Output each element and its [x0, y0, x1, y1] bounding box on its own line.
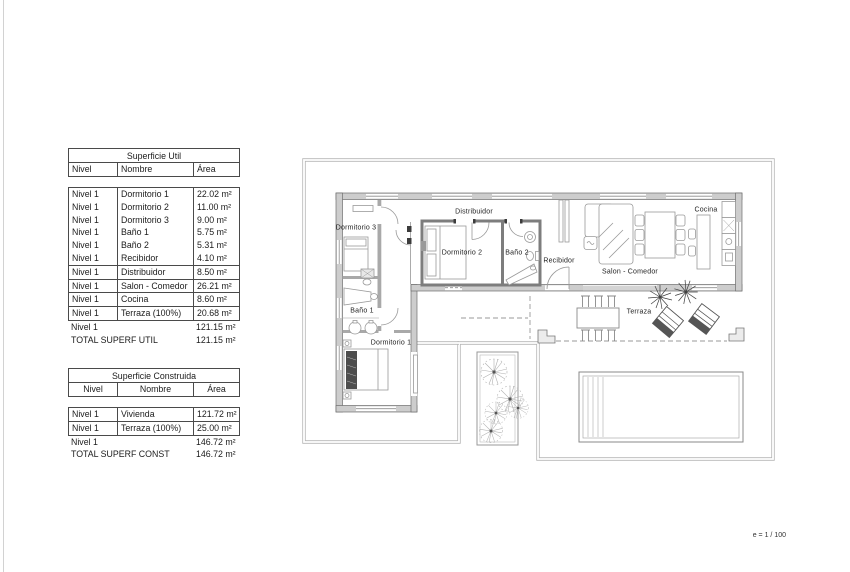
- table-cell: Distribuidor: [117, 266, 193, 279]
- table-cell: Recibidor: [117, 252, 193, 265]
- table-cell: Terraza (100%): [117, 422, 193, 435]
- furniture-dormitorio3: [344, 206, 374, 279]
- total-area: 146.72 m²: [196, 449, 236, 460]
- room-label-salon-comedor: Salon - Comedor: [602, 268, 658, 276]
- table-cell: Nivel 1: [72, 280, 99, 291]
- table-cell: Nivel 1: [72, 214, 99, 225]
- table-cell: Dormitorio 3: [117, 214, 193, 227]
- fixtures-bano2: [506, 232, 539, 286]
- table-cell: Dormitorio 2: [117, 201, 193, 214]
- room-label-terraza: Terraza: [626, 308, 652, 316]
- garden-bed: [477, 352, 528, 445]
- total-area: 121.15 m²: [196, 334, 236, 345]
- column-header: Nombre: [117, 163, 193, 176]
- column-header: Nombre: [117, 383, 193, 396]
- table-cell: Nivel 1: [72, 294, 99, 305]
- total-label: TOTAL SUPERF UTIL: [71, 334, 158, 345]
- subtotal-area: 146.72 m²: [196, 436, 236, 447]
- total-label: TOTAL SUPERF CONST: [71, 449, 170, 460]
- table-cell: 22.02 m²: [193, 188, 239, 201]
- table-cell: 5.31 m²: [193, 239, 239, 252]
- column-header: Área: [193, 383, 239, 396]
- subtotal-level: Nivel 1: [71, 321, 98, 332]
- lounge-chair: [689, 304, 720, 335]
- table-cell: Nivel 1: [72, 252, 99, 263]
- table-cell: Salon - Comedor: [117, 280, 193, 293]
- room-label-dormitorio-2: Dormitorio 2: [441, 249, 483, 257]
- table-cell: Nivel 1: [72, 201, 99, 212]
- table-cell: 121.72 m²: [193, 408, 239, 421]
- furniture-recibidor: [559, 200, 569, 242]
- table-cell: Cocina: [117, 293, 193, 306]
- room-label-dormitorio-1: Dormitorio 1: [370, 339, 412, 347]
- table-cell: Vivienda: [117, 408, 193, 421]
- room-label-cocina: Cocina: [694, 206, 718, 214]
- furniture-salon: [584, 204, 685, 264]
- column-header: Nivel: [83, 384, 103, 394]
- table-cell: Dormitorio 1: [117, 188, 193, 201]
- table-title: Superficie Util: [68, 148, 240, 163]
- table-cell: 20.68 m²: [193, 307, 239, 320]
- table-cell: Baño 2: [117, 239, 193, 252]
- table-cell: Nivel 1: [72, 308, 99, 319]
- pool-steps: [588, 377, 603, 437]
- table-cell: 25.00 m²: [193, 422, 239, 435]
- room-label-recibidor: Recibidor: [543, 257, 575, 265]
- table-cell: 5.75 m²: [193, 226, 239, 239]
- room-label-bano-2: Baño 2: [505, 249, 529, 257]
- subtotal-area: 121.15 m²: [196, 321, 236, 332]
- lounge-chair: [653, 307, 684, 338]
- table-cell: 11.00 m²: [193, 201, 239, 214]
- terrace-plants: [648, 277, 701, 309]
- table-cell: 9.00 m²: [193, 214, 239, 227]
- column-header: Nivel: [72, 164, 92, 174]
- table-cell: Nivel 1: [72, 422, 99, 433]
- table-title: Superficie Construida: [68, 368, 240, 383]
- table-cell: 4.10 m²: [193, 252, 239, 265]
- fixtures-bano1: [343, 279, 380, 334]
- table-cell: Nivel 1: [72, 409, 99, 419]
- table-cell: Nivel 1: [72, 189, 99, 199]
- furniture-dormitorio1: [343, 340, 388, 399]
- subtotal-level: Nivel 1: [71, 436, 98, 447]
- table-cell: 8.50 m²: [193, 266, 239, 279]
- room-label-bano-1: Baño 1: [350, 307, 374, 315]
- room-label-distribuidor: Distribuidor: [455, 208, 493, 216]
- scale-note: e = 1 / 100: [752, 532, 786, 539]
- room-label-dormitorio-3: Dormitorio 3: [335, 224, 377, 232]
- column-header: Área: [193, 163, 239, 176]
- swimming-pool: [579, 372, 743, 442]
- table-cell: Nivel 1: [72, 240, 99, 251]
- table-cell: Baño 1: [117, 226, 193, 239]
- table-cell: Terraza (100%): [117, 307, 193, 320]
- table-cell: Nivel 1: [72, 227, 99, 238]
- table-cell: 26.21 m²: [193, 280, 239, 293]
- table-cell: 8.60 m²: [193, 293, 239, 306]
- table-cell: Nivel 1: [72, 266, 99, 277]
